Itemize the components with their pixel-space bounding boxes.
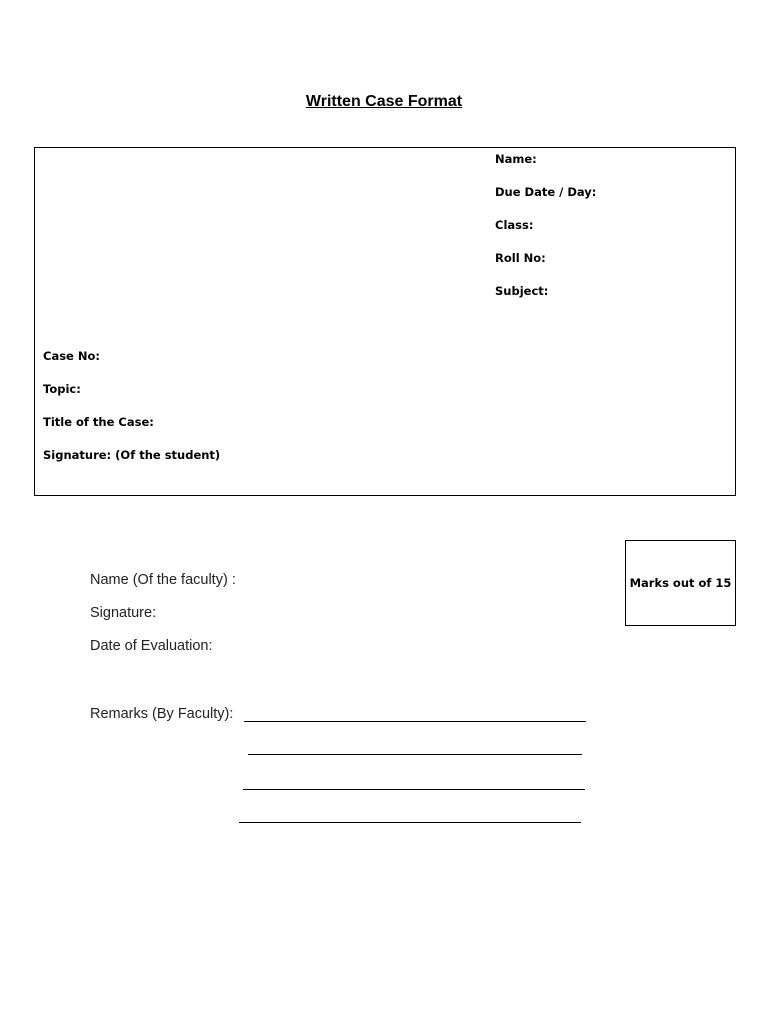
- marks-label: Marks out of 15: [629, 576, 732, 590]
- case-no-field-label: Case No:: [43, 349, 100, 363]
- faculty-name-label: Name (Of the faculty) :: [90, 572, 236, 588]
- marks-box: [625, 540, 736, 626]
- evaluation-date-label: Date of Evaluation:: [90, 638, 213, 654]
- subject-field-label: Subject:: [495, 284, 549, 298]
- faculty-signature-label: Signature:: [90, 605, 157, 621]
- case-title-field-label: Title of the Case:: [43, 415, 154, 429]
- remarks-label: Remarks (By Faculty):: [90, 706, 234, 722]
- student-details-box: [34, 147, 736, 496]
- name-field-label: Name:: [495, 152, 537, 166]
- remarks-line-3: [243, 789, 585, 790]
- due-date-field-label: Due Date / Day:: [495, 185, 597, 199]
- remarks-line-2: [248, 754, 582, 755]
- document-title: Written Case Format: [305, 93, 463, 110]
- remarks-line-1: [244, 721, 586, 722]
- topic-field-label: Topic:: [43, 382, 81, 396]
- class-field-label: Class:: [495, 218, 534, 232]
- roll-no-field-label: Roll No:: [495, 251, 546, 265]
- remarks-line-4: [239, 822, 581, 823]
- student-signature-field-label: Signature: (Of the student): [43, 448, 221, 462]
